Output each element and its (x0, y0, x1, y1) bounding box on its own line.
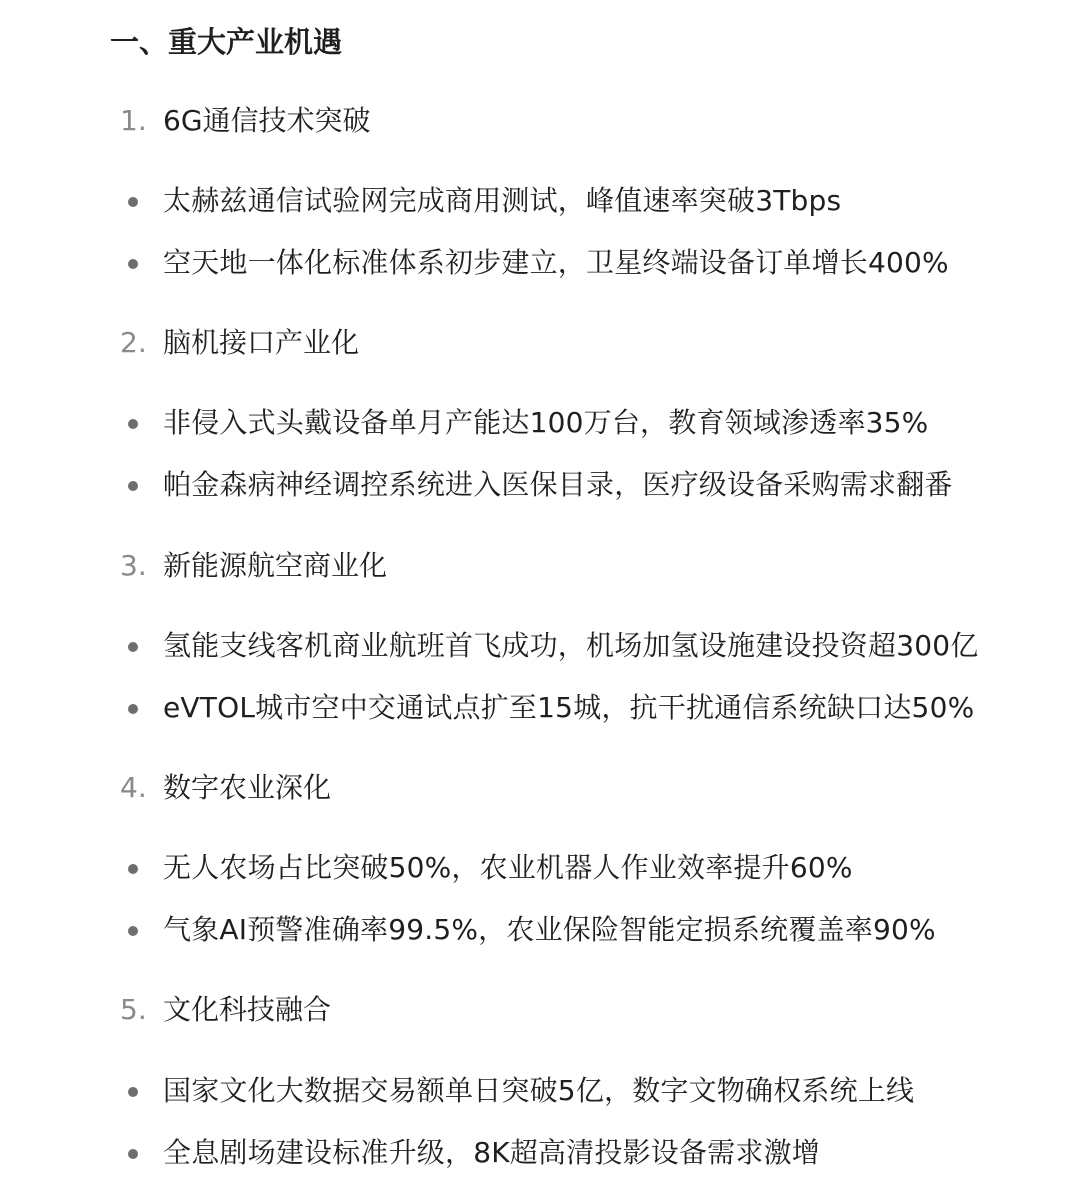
bullet-dot-icon (128, 481, 138, 491)
bullet-dot-icon (128, 926, 138, 936)
bullet-text: 太赫兹通信试验网完成商用测试，峰值速率突破3Tbps (163, 184, 842, 217)
bullet-text: 氢能支线客机商业航班首飞成功，机场加氢设施建设投资超300亿 (163, 629, 979, 662)
bullet-dot-icon (128, 419, 138, 429)
bullet-text: 全息剧场建设标准升级，8K超高清投影设备需求激增 (163, 1136, 820, 1169)
item-number: 1. (120, 104, 147, 137)
bullet-text: 空天地一体化标准体系初步建立，卫星终端设备订单增长400% (163, 246, 949, 279)
bullet-dot-icon (128, 642, 138, 652)
bullet-dot-icon (128, 197, 138, 207)
item-title: 数字农业深化 (163, 771, 332, 804)
bullet-text: 国家文化大数据交易额单日突破5亿，数字文物确权系统上线 (163, 1074, 915, 1107)
bullet-text: 无人农场占比突破50%，农业机器人作业效率提升60% (163, 851, 853, 884)
item-number: 5. (120, 993, 147, 1026)
bullet-dot-icon (128, 259, 138, 269)
bullet-text: eVTOL城市空中交通试点扩至15城，抗干扰通信系统缺口达50% (163, 691, 975, 724)
bullet-text: 非侵入式头戴设备单月产能达100万台，教育领域渗透率35% (163, 406, 929, 439)
item-title: 文化科技融合 (163, 993, 332, 1026)
item-title: 脑机接口产业化 (163, 326, 360, 359)
item-title: 新能源航空商业化 (163, 549, 388, 582)
item-title: 6G通信技术突破 (163, 104, 371, 137)
bullet-text: 帕金森病神经调控系统进入医保目录，医疗级设备采购需求翻番 (163, 468, 953, 501)
item-number: 3. (120, 549, 147, 582)
bullet-dot-icon (128, 864, 138, 874)
bullet-dot-icon (128, 704, 138, 714)
section-heading: 一、重大产业机遇 (110, 25, 343, 59)
bullet-text: 气象AI预警准确率99.5%，农业保险智能定损系统覆盖率90% (163, 913, 936, 946)
bullet-dot-icon (128, 1087, 138, 1097)
item-number: 2. (120, 326, 147, 359)
item-number: 4. (120, 771, 147, 804)
bullet-dot-icon (128, 1149, 138, 1159)
